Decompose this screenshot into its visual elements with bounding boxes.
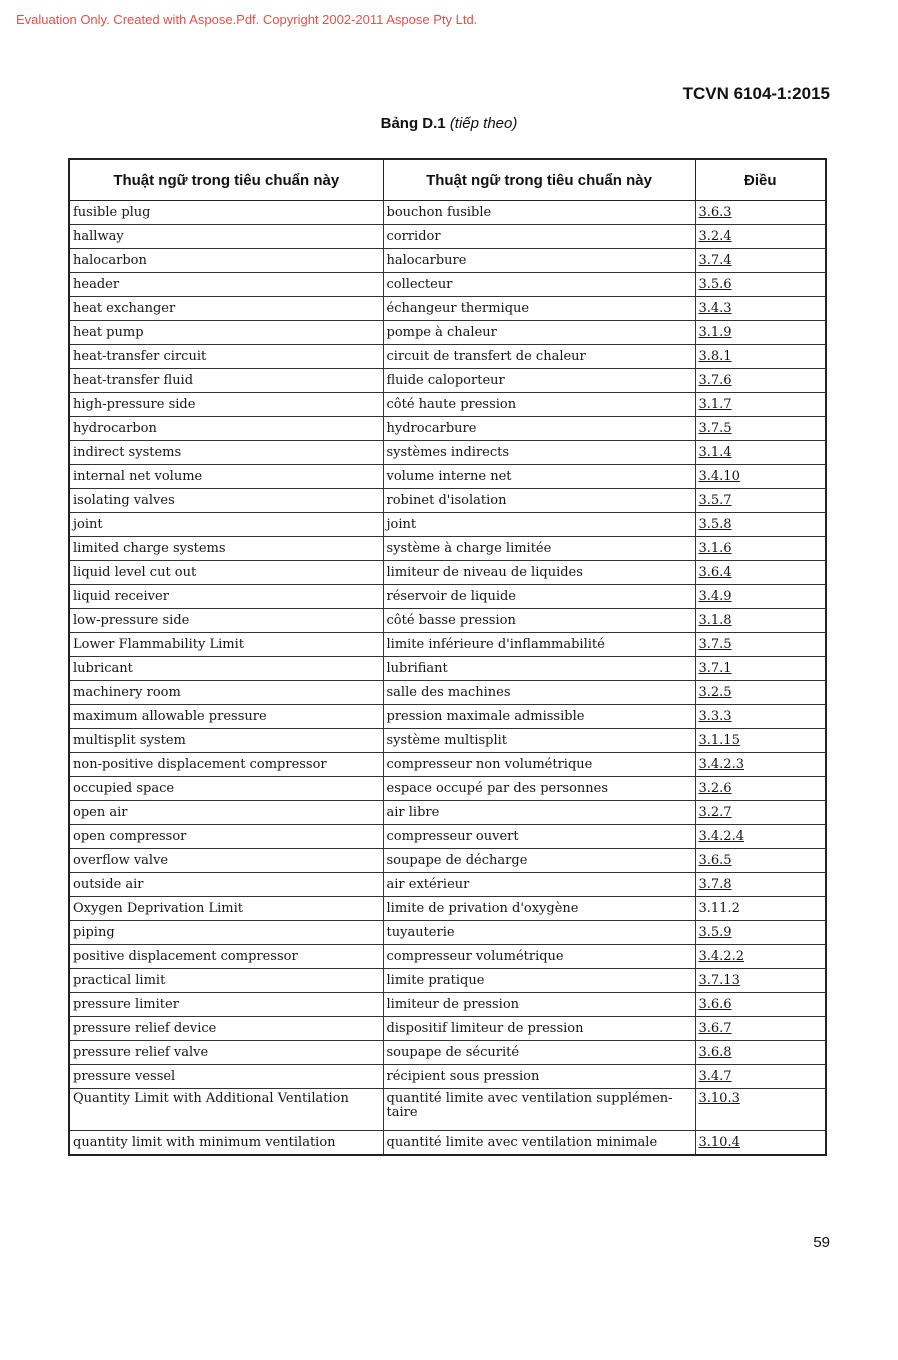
term-en-cell: pressure vessel (69, 1065, 383, 1089)
term-fr-cell: quantité limite avec ventilation minimale (383, 1131, 695, 1156)
table-row (69, 921, 826, 945)
terms-table (68, 158, 827, 1156)
table-row (69, 777, 826, 801)
table-row (69, 201, 826, 225)
term-fr-cell: côté basse pression (383, 609, 695, 633)
header-term-fr: Thuật ngữ trong tiêu chuẩn này (383, 159, 695, 201)
table-header-row (69, 159, 826, 201)
term-en-cell: internal net volume (69, 465, 383, 489)
term-en-cell: piping (69, 921, 383, 945)
table-row (69, 657, 826, 681)
term-fr-cell: échangeur thermique (383, 297, 695, 321)
caption-label: Bảng D.1 (380, 115, 446, 132)
term-fr-cell: salle des machines (383, 681, 695, 705)
term-en-cell: liquid level cut out (69, 561, 383, 585)
term-en-cell: practical limit (69, 969, 383, 993)
clause-ref-cell: 3.1.15 (695, 729, 826, 753)
term-en-cell: header (69, 273, 383, 297)
table-row (69, 825, 826, 849)
watermark-text: Evaluation Only. Created with Aspose.Pdf. Copyright 2002-2011 Aspose Pty Ltd. (16, 12, 478, 27)
table-row (69, 609, 826, 633)
clause-ref-cell: 3.4.2.2 (695, 945, 826, 969)
table-row (69, 1089, 826, 1131)
term-en-cell: occupied space (69, 777, 383, 801)
clause-ref-cell: 3.1.7 (695, 393, 826, 417)
term-fr-cell: joint (383, 513, 695, 537)
term-fr-cell: systèmes indirects (383, 441, 695, 465)
table-row (69, 345, 826, 369)
term-fr-cell: volume interne net (383, 465, 695, 489)
clause-ref-cell: 3.7.5 (695, 417, 826, 441)
clause-ref-cell: 3.4.9 (695, 585, 826, 609)
term-fr-cell: fluide caloporteur (383, 369, 695, 393)
table-row (69, 993, 826, 1017)
table-row (69, 753, 826, 777)
term-fr-cell: pompe à chaleur (383, 321, 695, 345)
caption-note: (tiếp theo) (449, 115, 518, 132)
term-en-cell: isolating valves (69, 489, 383, 513)
table-row (69, 249, 826, 273)
clause-ref-cell: 3.1.4 (695, 441, 826, 465)
table-row (69, 1041, 826, 1065)
term-fr-cell: pression maximale admissible (383, 705, 695, 729)
clause-ref-cell: 3.4.3 (695, 297, 826, 321)
term-fr-cell: compresseur volumétrique (383, 945, 695, 969)
clause-ref-cell: 3.7.5 (695, 633, 826, 657)
table-row (69, 729, 826, 753)
table-row (69, 465, 826, 489)
clause-ref-cell: 3.10.4 (695, 1131, 826, 1156)
table-row (69, 537, 826, 561)
term-en-cell: quantity limit with minimum ventilation (69, 1131, 383, 1156)
term-en-cell: non-positive displacement compressor (69, 753, 383, 777)
table-row (69, 1017, 826, 1041)
term-en-cell: Oxygen Deprivation Limit (69, 897, 383, 921)
table-row (69, 897, 826, 921)
term-fr-cell: tuyauterie (383, 921, 695, 945)
table-row (69, 1065, 826, 1089)
header-term-en: Thuật ngữ trong tiêu chuẩn này (69, 159, 383, 201)
table-row (69, 441, 826, 465)
term-en-cell: heat-transfer fluid (69, 369, 383, 393)
term-en-cell: high-pressure side (69, 393, 383, 417)
term-en-cell: hydrocarbon (69, 417, 383, 441)
table-row (69, 873, 826, 897)
term-fr-cell: système multisplit (383, 729, 695, 753)
term-fr-cell: dispositif limiteur de pression (383, 1017, 695, 1041)
table-caption (0, 115, 898, 132)
clause-ref-cell: 3.6.5 (695, 849, 826, 873)
term-en-cell: liquid receiver (69, 585, 383, 609)
table-row (69, 513, 826, 537)
table-row (69, 369, 826, 393)
term-en-cell: lubricant (69, 657, 383, 681)
clause-ref-cell: 3.7.4 (695, 249, 826, 273)
table-row (69, 393, 826, 417)
term-fr-cell: air libre (383, 801, 695, 825)
table-row (69, 585, 826, 609)
table-row (69, 561, 826, 585)
table-row (69, 1131, 826, 1156)
clause-ref-cell: 3.4.10 (695, 465, 826, 489)
clause-ref-cell: 3.1.8 (695, 609, 826, 633)
table-row (69, 945, 826, 969)
term-en-cell: positive displacement compressor (69, 945, 383, 969)
term-en-cell: Lower Flammability Limit (69, 633, 383, 657)
term-en-cell: indirect systems (69, 441, 383, 465)
term-en-cell: fusible plug (69, 201, 383, 225)
clause-ref-cell: 3.5.9 (695, 921, 826, 945)
term-en-cell: pressure relief valve (69, 1041, 383, 1065)
clause-ref-cell: 3.4.7 (695, 1065, 826, 1089)
clause-ref-cell: 3.3.3 (695, 705, 826, 729)
term-fr-cell: air extérieur (383, 873, 695, 897)
clause-ref-cell: 3.7.1 (695, 657, 826, 681)
clause-ref-cell: 3.2.7 (695, 801, 826, 825)
clause-ref-cell: 3.1.6 (695, 537, 826, 561)
clause-ref-cell: 3.2.5 (695, 681, 826, 705)
table-row (69, 225, 826, 249)
table-row (69, 969, 826, 993)
term-en-cell: Quantity Limit with Additional Ventilation (69, 1089, 383, 1131)
term-en-cell: pressure relief device (69, 1017, 383, 1041)
term-en-cell: overflow valve (69, 849, 383, 873)
term-fr-cell: halocarbure (383, 249, 695, 273)
clause-ref-cell: 3.11.2 (695, 897, 826, 921)
term-en-cell: joint (69, 513, 383, 537)
clause-ref-cell: 3.5.6 (695, 273, 826, 297)
term-en-cell: halocarbon (69, 249, 383, 273)
term-fr-cell: limiteur de niveau de liquides (383, 561, 695, 585)
term-fr-cell: limite inférieure d'inflammabilité (383, 633, 695, 657)
term-en-cell: maximum allowable pressure (69, 705, 383, 729)
term-fr-cell: lubrifiant (383, 657, 695, 681)
clause-ref-cell: 3.6.3 (695, 201, 826, 225)
clause-ref-cell: 3.6.6 (695, 993, 826, 1017)
clause-ref-cell: 3.7.8 (695, 873, 826, 897)
term-fr-cell: hydrocarbure (383, 417, 695, 441)
term-fr-cell: limiteur de pression (383, 993, 695, 1017)
term-fr-cell: limite de privation d'oxygène (383, 897, 695, 921)
term-fr-cell: quantité limite avec ventilation supplémen-taire (383, 1089, 695, 1131)
clause-ref-cell: 3.6.8 (695, 1041, 826, 1065)
term-fr-cell: compresseur ouvert (383, 825, 695, 849)
clause-ref-cell: 3.7.6 (695, 369, 826, 393)
term-fr-cell: robinet d'isolation (383, 489, 695, 513)
clause-ref-cell: 3.8.1 (695, 345, 826, 369)
table-row (69, 705, 826, 729)
term-en-cell: heat exchanger (69, 297, 383, 321)
clause-ref-cell: 3.4.2.3 (695, 753, 826, 777)
term-en-cell: hallway (69, 225, 383, 249)
term-en-cell: heat pump (69, 321, 383, 345)
clause-ref-cell: 3.7.13 (695, 969, 826, 993)
table-row (69, 417, 826, 441)
term-fr-cell: compresseur non volumétrique (383, 753, 695, 777)
term-en-cell: multisplit system (69, 729, 383, 753)
term-fr-cell: système à charge limitée (383, 537, 695, 561)
term-fr-cell: circuit de transfert de chaleur (383, 345, 695, 369)
clause-ref-cell: 3.6.4 (695, 561, 826, 585)
term-fr-cell: côté haute pression (383, 393, 695, 417)
table-row (69, 273, 826, 297)
term-fr-cell: limite pratique (383, 969, 695, 993)
term-fr-cell: espace occupé par des personnes (383, 777, 695, 801)
term-en-cell: machinery room (69, 681, 383, 705)
table-row (69, 633, 826, 657)
term-en-cell: low-pressure side (69, 609, 383, 633)
term-fr-cell: soupape de sécurité (383, 1041, 695, 1065)
clause-ref-cell: 3.1.9 (695, 321, 826, 345)
term-fr-cell: soupape de décharge (383, 849, 695, 873)
clause-ref-cell: 3.5.7 (695, 489, 826, 513)
table-body (69, 201, 826, 1156)
table-row (69, 321, 826, 345)
term-fr-cell: corridor (383, 225, 695, 249)
term-en-cell: open air (69, 801, 383, 825)
term-en-cell: heat-transfer circuit (69, 345, 383, 369)
term-fr-cell: réservoir de liquide (383, 585, 695, 609)
clause-ref-cell: 3.10.3 (695, 1089, 826, 1131)
term-en-cell: open compressor (69, 825, 383, 849)
clause-ref-cell: 3.5.8 (695, 513, 826, 537)
term-fr-cell: collecteur (383, 273, 695, 297)
clause-ref-cell: 3.4.2.4 (695, 825, 826, 849)
table-row (69, 849, 826, 873)
standard-code: TCVN 6104-1:2015 (682, 84, 830, 103)
clause-ref-cell: 3.2.6 (695, 777, 826, 801)
table-row (69, 681, 826, 705)
term-en-cell: limited charge systems (69, 537, 383, 561)
term-fr-cell: bouchon fusible (383, 201, 695, 225)
term-en-cell: outside air (69, 873, 383, 897)
page-number: 59 (813, 1234, 830, 1251)
term-fr-cell: récipient sous pression (383, 1065, 695, 1089)
clause-ref-cell: 3.2.4 (695, 225, 826, 249)
term-en-cell: pressure limiter (69, 993, 383, 1017)
table-row (69, 297, 826, 321)
header-clause: Điều (695, 159, 826, 201)
table-row (69, 801, 826, 825)
table-row (69, 489, 826, 513)
clause-ref-cell: 3.6.7 (695, 1017, 826, 1041)
